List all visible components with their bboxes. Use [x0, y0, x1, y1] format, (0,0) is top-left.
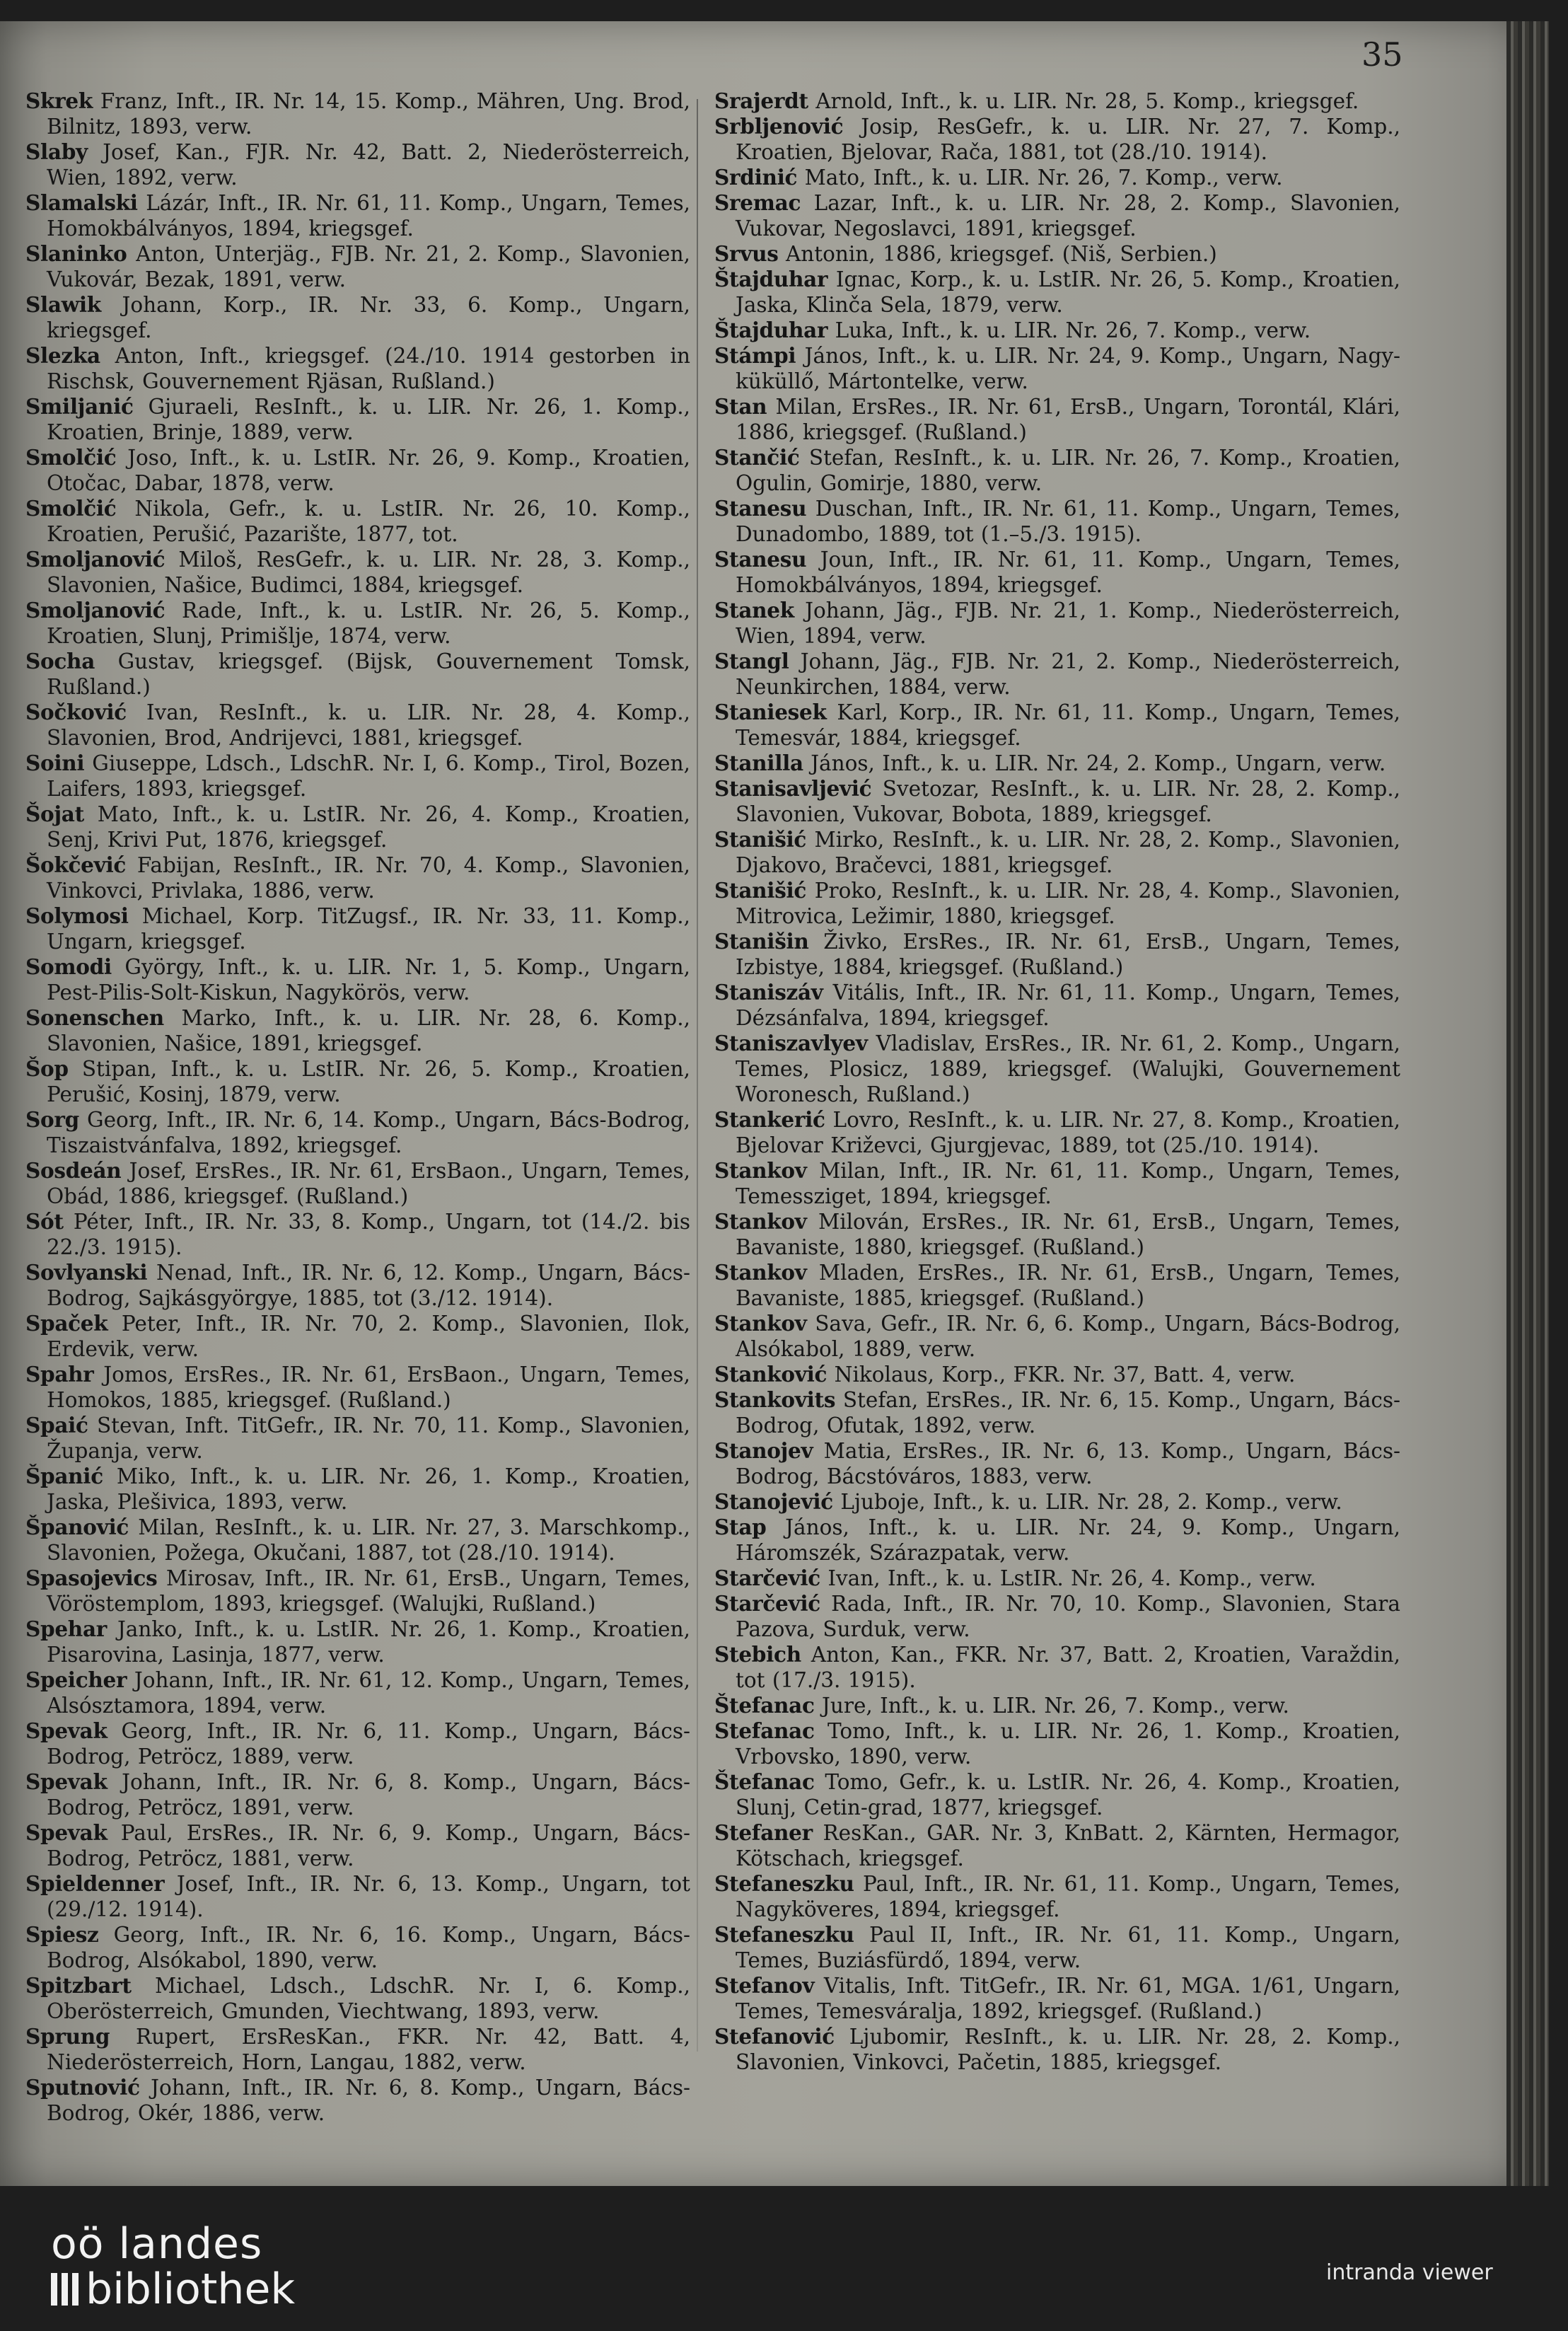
entry-surname: Staniszáv [714, 980, 823, 1005]
entry-surname: Stančić [714, 445, 800, 470]
entry-details: Joso, Inft., k. u. LstIR. Nr. 26, 9. Komp., Kroatien, Otočac, Dabar, 1878, verw. [47, 446, 690, 495]
register-entry [25, 700, 690, 751]
entry-surname: Spevak [25, 1718, 108, 1743]
entry-details: Mirko, ResInft., k. u. LIR. Nr. 28, 2. Komp., Slavonien, Djakovo, Bračevci, 1881, kriegsgef. [736, 828, 1400, 877]
register-entry [714, 649, 1400, 700]
register-entry [714, 165, 1400, 190]
column-rule [697, 99, 698, 2052]
entry-details: Stipan, Inft., k. u. LstIR. Nr. 26, 5. Komp., Kroatien, Perušić, Kosinj, 1879, verw. [47, 1057, 691, 1106]
entry-details: Fabijan, ResInft., IR. Nr. 70, 4. Komp., Slavonien, Vinkovci, Privlaka, 1886, verw. [47, 853, 690, 903]
entry-details: Johann, Korp., IR. Nr. 33, 6. Komp., Ungarn, kriegsgef. [47, 293, 690, 342]
register-entry [25, 88, 690, 139]
register-entry [25, 1362, 690, 1413]
register-entry [25, 1820, 690, 1871]
entry-surname: Smolčić [25, 445, 117, 470]
entry-surname: Sočković [25, 700, 127, 724]
entry-surname: Spasojevics [25, 1566, 158, 1590]
entry-details: Proko, ResInft., k. u. LIR. Nr. 28, 4. Komp., Slavonien, Mitrovica, Ležimir, 1880, kriegsgef. [736, 879, 1400, 928]
entry-details: Gustav, kriegsgef. (Bijsk, Gouvernement Tomsk, Rußland.) [47, 649, 690, 699]
register-entry [714, 267, 1400, 318]
entry-surname: Socha [25, 649, 95, 673]
entry-details: Karl, Korp., IR. Nr. 61, 11. Komp., Ungarn, Temes, Temesvár, 1884, kriegsgef. [736, 700, 1400, 750]
right-column [714, 88, 1400, 2075]
register-entry [714, 1820, 1400, 1871]
entry-details: Miko, Inft., k. u. LIR. Nr. 26, 1. Komp., Kroatien, Jaska, Plešivica, 1893, verw. [47, 1464, 690, 1514]
register-entry [25, 1005, 690, 1056]
entry-surname: Srbljenović [714, 114, 844, 139]
entry-details: Paul, ErsRes., IR. Nr. 6, 9. Komp., Ungarn, Bács-Bodrog, Petröcz, 1881, verw. [47, 1821, 690, 1870]
register-entry [714, 1209, 1400, 1260]
entry-surname: Stap [714, 1515, 767, 1539]
entry-surname: Smoljanović [25, 547, 165, 572]
entry-surname: Slawik [25, 292, 101, 317]
entry-details: János, Inft., k. u. LIR. Nr. 24, 9. Komp., Ungarn, Nagy-küküllő, Mártontelke, verw. [736, 344, 1400, 393]
entry-details: Nikolaus, Korp., FKR. Nr. 37, Batt. 4, verw. [834, 1363, 1296, 1387]
register-entry [714, 1591, 1400, 1642]
register-entry [25, 1107, 690, 1158]
entry-details: Sava, Gefr., IR. Nr. 6, 6. Komp., Ungarn, Bács-Bodrog, Alsókabol, 1889, verw. [736, 1312, 1400, 1361]
entry-details: Milan, Inft., IR. Nr. 61, 11. Komp., Ungarn, Temes, Temessziget, 1894, kriegsgef. [736, 1159, 1400, 1208]
register-entry [25, 1209, 690, 1260]
entry-surname: Spevak [25, 1820, 108, 1845]
entry-details: Johann, Inft., IR. Nr. 61, 12. Komp., Ungarn, Temes, Alsósztamora, 1894, verw. [47, 1668, 690, 1718]
entry-surname: Stanković [714, 1362, 827, 1387]
entry-details: Rade, Inft., k. u. LstIR. Nr. 26, 5. Komp., Kroatien, Slunj, Primišlje, 1874, verw. [47, 598, 690, 648]
logo-line-1: oö landes [51, 2219, 263, 2269]
register-entry [714, 598, 1400, 649]
entry-details: Tomo, Inft., k. u. LIR. Nr. 26, 1. Komp., Kroatien, Vrbovsko, 1890, verw. [736, 1719, 1400, 1769]
register-entry [714, 1515, 1400, 1566]
entry-details: Marko, Inft., k. u. LIR. Nr. 28, 6. Komp., Slavonien, Našice, 1891, kriegsgef. [47, 1006, 690, 1055]
entry-surname: Slaninko [25, 241, 127, 266]
entry-surname: Spaček [25, 1311, 108, 1336]
entry-surname: Starčević [714, 1591, 820, 1616]
register-entry [25, 1616, 690, 1667]
entry-details: Josef, ErsRes., IR. Nr. 61, ErsBaon., Ungarn, Temes, Obád, 1886, kriegsgef. (Rußland.) [47, 1159, 690, 1208]
entry-details: Johann, Jäg., FJB. Nr. 21, 2. Komp., Niederösterreich, Neunkirchen, 1884, verw. [736, 649, 1400, 699]
register-entry [25, 292, 690, 343]
entry-surname: Srvus [714, 241, 779, 266]
entry-details: Rupert, ErsResKan., FKR. Nr. 42, Batt. 4, Niederösterreich, Horn, Langau, 1882, verw. [47, 2025, 690, 2074]
entry-details: Lázár, Inft., IR. Nr. 61, 11. Komp., Ungarn, Temes, Homokbálványos, 1894, kriegsgef. [47, 191, 690, 241]
register-entry [714, 1871, 1400, 1922]
register-entry [25, 445, 690, 496]
entry-details: ResKan., GAR. Nr. 3, KnBatt. 2, Kärnten, Hermagor, Kötschach, kriegsgef. [736, 1821, 1400, 1870]
entry-details: Johann, Inft., IR. Nr. 6, 8. Komp., Ungarn, Bács-Bodrog, Petröcz, 1891, verw. [47, 1770, 690, 1820]
register-entry [25, 751, 690, 802]
entry-details: Svetozar, ResInft., k. u. LIR. Nr. 28, 2. Komp., Slavonien, Vukovar, Bobota, 1889, kriegsgef. [736, 777, 1400, 826]
entry-surname: Skrek [25, 88, 93, 113]
register-entry [714, 2024, 1400, 2075]
register-entry [714, 776, 1400, 827]
register-entry [25, 1973, 690, 2024]
entry-details: Johann, Inft., IR. Nr. 6, 8. Komp., Ungarn, Bács-Bodrog, Okér, 1886, verw. [47, 2076, 690, 2125]
register-entry [25, 954, 690, 1005]
register-entry [714, 1031, 1400, 1107]
register-entry [25, 852, 690, 903]
logo-line-2 [51, 2267, 295, 2312]
entry-surname: Slezka [25, 343, 100, 368]
entry-surname: Stebich [714, 1642, 801, 1667]
entry-details: Ljubomir, ResInft., k. u. LIR. Nr. 28, 2. Komp., Slavonien, Vinkovci, Pačetin, 1885, kriegsgef. [736, 2025, 1400, 2074]
entry-surname: Spitzbart [25, 1973, 132, 1998]
register-entry [25, 1769, 690, 1820]
entry-details: Mirosav, Inft., IR. Nr. 61, ErsB., Ungarn, Temes, Vöröstemplom, 1893, kriegsgef. (Walujki, Rußland.) [47, 1566, 690, 1616]
entry-surname: Stan [714, 394, 767, 419]
entry-surname: Stefaner [714, 1820, 813, 1845]
register-entry [25, 649, 690, 700]
entry-details: Anton, Inft., kriegsgef. (24./10. 1914 gestorben in Rischsk, Gouvernement Rjäsan, Rußland.) [47, 344, 690, 393]
entry-surname: Spieldenner [25, 1871, 165, 1896]
register-entry [714, 318, 1400, 343]
entry-details: Nikola, Gefr., k. u. LstIR. Nr. 26, 10. Komp., Kroatien, Perušić, Pazarište, 1877, tot. [47, 497, 690, 546]
register-entry [714, 1311, 1400, 1362]
entry-surname: Šojat [25, 802, 84, 826]
register-entry [25, 496, 690, 547]
register-entry [714, 878, 1400, 929]
entry-details: Paul II, Inft., IR. Nr. 61, 11. Komp., Ungarn, Temes, Buziásfürdő, 1894, verw. [736, 1923, 1400, 1972]
entry-surname: Soini [25, 751, 85, 775]
register-entry [25, 1667, 690, 1718]
entry-surname: Spehar [25, 1616, 108, 1641]
entry-surname: Staniszavlyev [714, 1031, 868, 1055]
register-entry [714, 496, 1400, 547]
entry-details: János, Inft., k. u. LIR. Nr. 24, 2. Komp., Ungarn, verw. [811, 751, 1386, 775]
register-entry [25, 1311, 690, 1362]
entry-surname: Štefanac [714, 1693, 815, 1718]
entry-surname: Španić [25, 1464, 103, 1488]
entry-details: Ljuboje, Inft., k. u. LIR. Nr. 28, 2. Komp., verw. [840, 1490, 1342, 1514]
entry-surname: Stanišić [714, 878, 807, 903]
entry-surname: Slamalski [25, 190, 138, 215]
entry-surname: Stefanović [714, 2024, 835, 2049]
register-entry [714, 394, 1400, 445]
register-entry [25, 2024, 690, 2075]
entry-details: György, Inft., k. u. LIR. Nr. 1, 5. Komp., Ungarn, Pest-Pilis-Solt-Kiskun, Nagykörös, verw. [47, 955, 690, 1005]
register-entry [714, 827, 1400, 878]
entry-details: Mladen, ErsRes., IR. Nr. 61, ErsB., Ungarn, Temes, Bavaniste, 1885, kriegsgef. (Rußland.) [736, 1261, 1400, 1310]
register-entry [714, 1438, 1400, 1489]
entry-details: Michael, Ldsch., LdschR. Nr. I, 6. Komp., Oberösterreich, Gmunden, Viechtwang, 1893, verw. [47, 1974, 690, 2023]
entry-details: Peter, Inft., IR. Nr. 70, 2. Komp., Slavonien, Ilok, Erdevik, verw. [47, 1312, 690, 1361]
entry-details: Josef, Kan., FJR. Nr. 42, Batt. 2, Niederösterreich, Wien, 1892, verw. [47, 140, 690, 190]
register-entry [714, 547, 1400, 598]
register-entry [25, 1056, 690, 1107]
library-logo[interactable] [51, 2221, 295, 2312]
register-entry [714, 929, 1400, 980]
entry-details: Matia, ErsRes., IR. Nr. 6, 13. Komp., Ungarn, Bács-Bodrog, Bácstóváros, 1883, verw. [736, 1439, 1400, 1488]
entry-surname: Srajerdt [714, 88, 808, 113]
entry-surname: Stankerić [714, 1107, 825, 1132]
entry-surname: Stanilla [714, 751, 803, 775]
register-entry [714, 343, 1400, 394]
logo-bars-icon [51, 2273, 79, 2306]
entry-details: Lovro, ResInft., k. u. LIR. Nr. 27, 8. Komp., Kroatien, Bjelovar Križevci, Gjurgjevac, 1889, tot (25./10. 1914). [736, 1108, 1400, 1157]
logo-line-2-text: bibliothek [86, 2265, 296, 2314]
entry-details: Jure, Inft., k. u. LIR. Nr. 26, 7. Komp., verw. [822, 1694, 1289, 1718]
entry-details: Milan, ResInft., k. u. LIR. Nr. 27, 3. Marschkomp., Slavonien, Požega, Okučani, 1887, tot (28./10. 1914). [47, 1515, 690, 1565]
register-entry [714, 1260, 1400, 1311]
entry-surname: Sonenschen [25, 1005, 164, 1030]
entry-surname: Stanek [714, 598, 794, 623]
entry-details: Ivan, Inft., k. u. LstIR. Nr. 26, 4. Komp., verw. [827, 1566, 1316, 1590]
entry-details: Paul, Inft., IR. Nr. 61, 11. Komp., Ungarn, Temes, Nagyköveres, 1894, kriegsgef. [736, 1872, 1400, 1921]
entry-surname: Stanesu [714, 547, 807, 572]
entry-surname: Starčević [714, 1566, 820, 1590]
entry-surname: Smoljanović [25, 598, 165, 623]
entry-surname: Sorg [25, 1107, 79, 1132]
entry-surname: Stanojević [714, 1489, 833, 1514]
entry-details: Péter, Inft., IR. Nr. 33, 8. Komp., Ungarn, tot (14./2. bis 22./3. 1915). [47, 1210, 690, 1259]
entry-details: Vitális, Inft., IR. Nr. 61, 11. Komp., Ungarn, Temes, Dézsánfalva, 1894, kriegsgef. [736, 981, 1400, 1030]
entry-details: Joun, Inft., IR. Nr. 61, 11. Komp., Ungarn, Temes, Homokbálványos, 1894, kriegsgef. [736, 548, 1400, 597]
register-entry [714, 1158, 1400, 1209]
register-entry [714, 1362, 1400, 1387]
entry-surname: Staniesek [714, 700, 827, 724]
register-entry [25, 1464, 690, 1515]
entry-surname: Sót [25, 1209, 64, 1234]
entry-details: Lazar, Inft., k. u. LIR. Nr. 28, 2. Komp., Slavonien, Vukovar, Negoslavci, 1891, kriegsgef. [736, 191, 1400, 241]
entry-details: Duschan, Inft., IR. Nr. 61, 11. Komp., Ungarn, Temes, Dunadombo, 1889, tot (1.–5./3. 1915). [736, 497, 1400, 546]
register-entry [25, 802, 690, 852]
entry-surname: Stefaneszku [714, 1922, 854, 1947]
register-entry [25, 2075, 690, 2126]
entry-surname: Stanišin [714, 929, 809, 954]
register-entry [25, 1922, 690, 1973]
entry-surname: Stanišić [714, 827, 807, 852]
register-entry [25, 1718, 690, 1769]
register-entry [714, 751, 1400, 776]
entry-surname: Spaić [25, 1413, 88, 1438]
entry-surname: Sosdeán [25, 1158, 122, 1183]
entry-surname: Sremac [714, 190, 801, 215]
entry-details: Antonin, 1886, kriegsgef. (Niš, Serbien.) [785, 242, 1217, 266]
register-entry [25, 547, 690, 598]
entry-details: Luka, Inft., k. u. LIR. Nr. 26, 7. Komp., verw. [835, 318, 1311, 342]
entry-details: Anton, Unterjäg., FJB. Nr. 21, 2. Komp., Slavonien, Vukovár, Bezak, 1891, verw. [47, 242, 690, 291]
register-entry [25, 1260, 690, 1311]
entry-surname: Stanisavljević [714, 776, 872, 801]
entry-details: Anton, Kan., FKR. Nr. 37, Batt. 2, Kroatien, Varaždin, tot (17./3. 1915). [736, 1643, 1400, 1692]
entry-details: Stefan, ErsRes., IR. Nr. 6, 15. Komp., Ungarn, Bács-Bodrog, Ofutak, 1892, verw. [736, 1388, 1400, 1438]
entry-details: Milován, ErsRes., IR. Nr. 61, ErsB., Ungarn, Temes, Bavaniste, 1880, kriegsgef. (Rußland.) [736, 1210, 1400, 1259]
entry-details: Mato, Inft., k. u. LIR. Nr. 26, 7. Komp., verw. [804, 166, 1283, 190]
entry-surname: Stankov [714, 1209, 807, 1234]
entry-details: Miloš, ResGefr., k. u. LIR. Nr. 28, 3. Komp., Slavonien, Našice, Budimci, 1884, kriegsgef. [47, 548, 690, 597]
entry-surname: Stankovits [714, 1387, 836, 1412]
entry-surname: Srdinić [714, 165, 798, 190]
entry-surname: Sputnović [25, 2075, 140, 2100]
register-entry [714, 1769, 1400, 1820]
entry-details: Živko, ErsRes., IR. Nr. 61, ErsB., Ungarn, Temes, Izbistye, 1884, kriegsgef. (Rußland.) [736, 930, 1400, 979]
entry-surname: Speicher [25, 1667, 127, 1692]
register-entry [714, 980, 1400, 1031]
entry-surname: Štefanac [714, 1769, 815, 1794]
entry-details: Giuseppe, Ldsch., LdschR. Nr. I, 6. Komp., Tirol, Bozen, Laifers, 1893, kriegsgef. [47, 751, 690, 801]
entry-details: Rada, Inft., IR. Nr. 70, 10. Komp., Slavonien, Stara Pazova, Surduk, verw. [736, 1592, 1400, 1641]
entry-surname: Somodi [25, 954, 112, 979]
entry-surname: Španović [25, 1515, 129, 1539]
entry-details: Tomo, Gefr., k. u. LstIR. Nr. 26, 4. Komp., Kroatien, Slunj, Cetin-grad, 1877, kriegsgef. [736, 1770, 1400, 1820]
entry-surname: Stankov [714, 1158, 807, 1183]
entry-surname: Stankov [714, 1260, 807, 1285]
entry-surname: Sovlyanski [25, 1260, 148, 1285]
register-entry [25, 394, 690, 445]
entry-details: Josip, ResGefr., k. u. LIR. Nr. 27, 7. Komp., Kroatien, Bjelovar, Rača, 1881, tot (28./10. 1914). [736, 115, 1400, 164]
register-entry [714, 1489, 1400, 1515]
entry-surname: Slaby [25, 139, 88, 164]
register-entry [25, 343, 690, 394]
entry-details: Georg, Inft., IR. Nr. 6, 14. Komp., Ungarn, Bács-Bodrog, Tiszaistvánfalva, 1892, kriegsgef. [47, 1108, 690, 1157]
register-entry [714, 114, 1400, 165]
entry-surname: Stefanac [714, 1718, 815, 1743]
entry-details: Vladislav, ErsRes., IR. Nr. 61, 2. Komp., Ungarn, Temes, Plosicz, 1889, kriegsgef. (Walujki, Gouvernement Woronesch, Rußland.) [736, 1031, 1400, 1106]
register-entry [714, 1107, 1400, 1158]
entry-details: Michael, Korp. TitZugsf., IR. Nr. 33, 11. Komp., Ungarn, kriegsgef. [47, 904, 690, 954]
entry-details: Milan, ErsRes., IR. Nr. 61, ErsB., Ungarn, Torontál, Klári, 1886, kriegsgef. (Rußland.) [736, 395, 1400, 444]
entry-surname: Spiesz [25, 1922, 99, 1947]
entry-surname: Spahr [25, 1362, 94, 1387]
entry-details: Ignac, Korp., k. u. LstIR. Nr. 26, 5. Komp., Kroatien, Jaska, Klinča Sela, 1879, verw. [736, 267, 1400, 317]
entry-surname: Stanesu [714, 496, 807, 521]
register-entry [714, 1718, 1400, 1769]
register-entry [714, 241, 1400, 267]
entry-details: Stevan, Inft. TitGefr., IR. Nr. 70, 11. Komp., Slavonien, Županja, verw. [47, 1413, 690, 1463]
scanned-page [0, 21, 1549, 2186]
register-entry [25, 903, 690, 954]
register-entry [714, 1922, 1400, 1973]
entry-details: Johann, Jäg., FJB. Nr. 21, 1. Komp., Niederösterreich, Wien, 1894, verw. [736, 598, 1400, 648]
entry-details: Vitalis, Inft. TitGefr., IR. Nr. 61, MGA. 1/61, Ungarn, Temes, Temesváralja, 1892, kriegsgef. (Rußland.) [736, 1974, 1400, 2023]
entry-details: Franz, Inft., IR. Nr. 14, 15. Komp., Mähren, Ung. Brod, Bilnitz, 1893, verw. [47, 89, 690, 139]
entry-details: Nenad, Inft., IR. Nr. 6, 12. Komp., Ungarn, Bács-Bodrog, Sajkásgyörgye, 1885, tot (3./12. 1914). [47, 1261, 690, 1310]
register-entry [25, 598, 690, 649]
left-column [25, 88, 690, 2126]
viewer-label[interactable]: intranda viewer [1326, 2260, 1493, 2285]
entry-surname: Smiljanić [25, 394, 134, 419]
page-number: 35 [1361, 35, 1403, 74]
entry-details: Ivan, ResInft., k. u. LIR. Nr. 28, 4. Komp., Slavonien, Brod, Andrijevci, 1881, kriegsgef. [47, 700, 690, 750]
register-entry [714, 1973, 1400, 2024]
entry-details: Georg, Inft., IR. Nr. 6, 16. Komp., Ungarn, Bács-Bodrog, Alsókabol, 1890, verw. [47, 1923, 690, 1972]
entry-details: Stefan, ResInft., k. u. LIR. Nr. 26, 7. Komp., Kroatien, Ogulin, Gomirje, 1880, verw. [736, 446, 1400, 495]
entry-surname: Spevak [25, 1769, 108, 1794]
entry-surname: Sprung [25, 2024, 110, 2049]
entry-details: Mato, Inft., k. u. LstIR. Nr. 26, 4. Komp., Kroatien, Senj, Krivi Put, 1876, kriegsgef. [47, 802, 690, 852]
entry-details: Arnold, Inft., k. u. LIR. Nr. 28, 5. Komp., kriegsgef. [815, 89, 1359, 113]
entry-surname: Šokčević [25, 852, 127, 877]
register-entry [25, 139, 690, 190]
entry-details: Janko, Inft., k. u. LstIR. Nr. 26, 1. Komp., Kroatien, Pisarovina, Lasinja, 1877, verw. [47, 1617, 690, 1667]
entry-surname: Smolčić [25, 496, 117, 521]
register-entry [714, 1566, 1400, 1591]
register-entry [714, 1642, 1400, 1693]
entry-surname: Šop [25, 1056, 69, 1081]
entry-surname: Solymosi [25, 903, 129, 928]
book-spine [1506, 21, 1549, 2186]
entry-surname: Stankov [714, 1311, 807, 1336]
register-entry [25, 1158, 690, 1209]
entry-details: Josef, Inft., IR. Nr. 6, 13. Komp., Ungarn, tot (29./12. 1914). [47, 1872, 690, 1921]
register-entry [25, 241, 690, 292]
entry-details: János, Inft., k. u. LIR. Nr. 24, 9. Komp., Ungarn, Háromszék, Szárazpatak, verw. [736, 1515, 1400, 1565]
register-entry [714, 190, 1400, 241]
entry-details: Georg, Inft., IR. Nr. 6, 11. Komp., Ungarn, Bács-Bodrog, Petröcz, 1889, verw. [47, 1719, 690, 1769]
entry-details: Jomos, ErsRes., IR. Nr. 61, ErsBaon., Ungarn, Temes, Homokos, 1885, kriegsgef. (Rußland.) [47, 1363, 690, 1412]
register-entry [714, 1387, 1400, 1438]
register-entry [714, 1693, 1400, 1718]
register-entry [714, 445, 1400, 496]
register-entry [25, 1871, 690, 1922]
entry-surname: Stanojev [714, 1438, 813, 1463]
register-entry [25, 1413, 690, 1464]
entry-surname: Stefaneszku [714, 1871, 854, 1896]
register-entry [714, 88, 1400, 114]
entry-surname: Stangl [714, 649, 789, 673]
entry-surname: Štajduhar [714, 267, 828, 291]
register-entry [25, 190, 690, 241]
entry-surname: Štajduhar [714, 318, 828, 342]
register-entry [25, 1566, 690, 1616]
entry-details: Gjuraeli, ResInft., k. u. LIR. Nr. 26, 1. Komp., Kroatien, Brinje, 1889, verw. [47, 395, 690, 444]
entry-surname: Stámpi [714, 343, 796, 368]
entry-surname: Stefanov [714, 1973, 815, 1998]
register-entry [25, 1515, 690, 1566]
register-entry [714, 700, 1400, 751]
